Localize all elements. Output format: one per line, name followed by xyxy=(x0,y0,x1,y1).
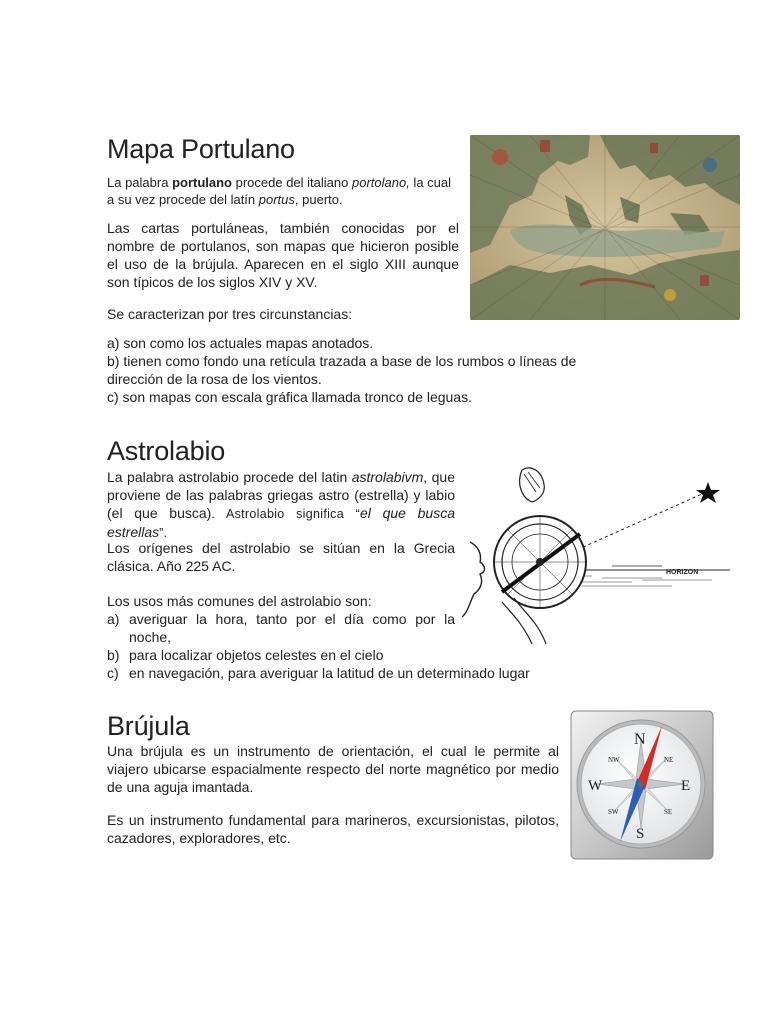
compass-west-label: W xyxy=(588,778,603,794)
compass-south-label: S xyxy=(636,826,645,842)
brujula-paragraph-1: Una brújula es un instrumento de orientación, el cual le permite al viajero ubicarse espacialmente respecto del norte magnético por medio de una aguja imantada. xyxy=(107,743,559,795)
compass-east-label: E xyxy=(681,778,691,794)
portulano-intro xyxy=(107,174,459,208)
horizon-label: HORIZON xyxy=(666,569,699,576)
intro-italic: portus xyxy=(258,192,295,207)
astro-text: ”. xyxy=(159,526,168,540)
list-item: b) tienen como fondo una retícula trazada a base de los rumbos o líneas de dirección de la rosa de los vientos. xyxy=(107,353,577,387)
compass-north-label: N xyxy=(634,731,646,748)
portolan-map-drawing xyxy=(470,135,740,320)
brujula-paragraph-2: Es un instrumento fundamental para marineros, excursionistas, pilotos, cazadores, exploradores, etc. xyxy=(107,812,559,846)
list-text: en navegación, para averiguar la latitud de un determinado lugar xyxy=(129,665,530,681)
intro-bold: portulano xyxy=(172,175,232,190)
portulano-paragraph-1: Las cartas portuláneas, también conocidas por el nombre de portulanos, son mapas que hicieron posible el uso de la brújula. Aparecen en el siglo XIII aunque son típicos de los siglos XIV y XV. xyxy=(107,220,459,290)
compass-drawing xyxy=(570,710,714,860)
astro-italic: astrolabivm xyxy=(351,469,424,485)
star-icon xyxy=(696,482,720,503)
astrolabio-paragraph-1 xyxy=(107,468,455,542)
astro-italic: el que busca estrellas xyxy=(107,505,455,540)
portolan-map-image xyxy=(470,135,740,320)
astrolabio-paragraph-2: Los orígenes del astrolabio se sitúan en la Grecia clásica. Año 225 AC. xyxy=(107,540,455,574)
astro-text: . Astrolabio significa “ xyxy=(211,507,361,521)
intro-italic: portolano, xyxy=(351,175,410,190)
compass-se-label: SE xyxy=(664,808,673,816)
astrolabe-illustration xyxy=(462,462,732,647)
compass-image xyxy=(570,710,714,860)
list-marker: c) xyxy=(107,665,119,681)
intro-text: La palabra xyxy=(107,175,173,190)
intro-text: la cual a su vez procede del latín xyxy=(107,175,452,207)
brujula-title: Brújula xyxy=(107,711,190,741)
list-text: para localizar objetos celestes en el cielo xyxy=(129,647,384,663)
portulano-paragraph-2: Se caracterizan por tres circunstancias: xyxy=(107,306,353,322)
compass-nw-label: NW xyxy=(608,756,620,764)
portulano-title: Mapa Portulano xyxy=(107,134,295,164)
intro-text: , puerto. xyxy=(294,192,343,207)
list-marker: b) xyxy=(107,647,120,663)
compass-ne-label: NE xyxy=(664,756,674,764)
list-item xyxy=(107,610,455,646)
portulano-list xyxy=(107,334,617,406)
astrolabio-title: Astrolabio xyxy=(107,436,226,466)
list-marker: a) xyxy=(107,611,120,627)
list-item: a) son como los actuales mapas anotados. xyxy=(107,335,374,351)
compass-sw-label: SW xyxy=(608,808,619,816)
astro-text: , que proviene de las palabras griegas astro (estrella) y labio (el que busca) xyxy=(107,469,456,521)
list-item xyxy=(107,646,563,664)
astrolabio-paragraph-3: Los usos más comunes del astrolabio son: xyxy=(107,593,372,609)
astrolabe-drawing xyxy=(462,462,732,647)
list-text: averiguar la hora, tanto por el día como por la noche, xyxy=(129,611,455,645)
list-item xyxy=(107,664,563,682)
list-item: c) son mapas con escala gráfica llamada tronco de leguas. xyxy=(107,389,472,405)
astro-text: La palabra astrolabio procede del latin xyxy=(107,469,352,485)
intro-text: procede del italiano xyxy=(232,175,352,190)
